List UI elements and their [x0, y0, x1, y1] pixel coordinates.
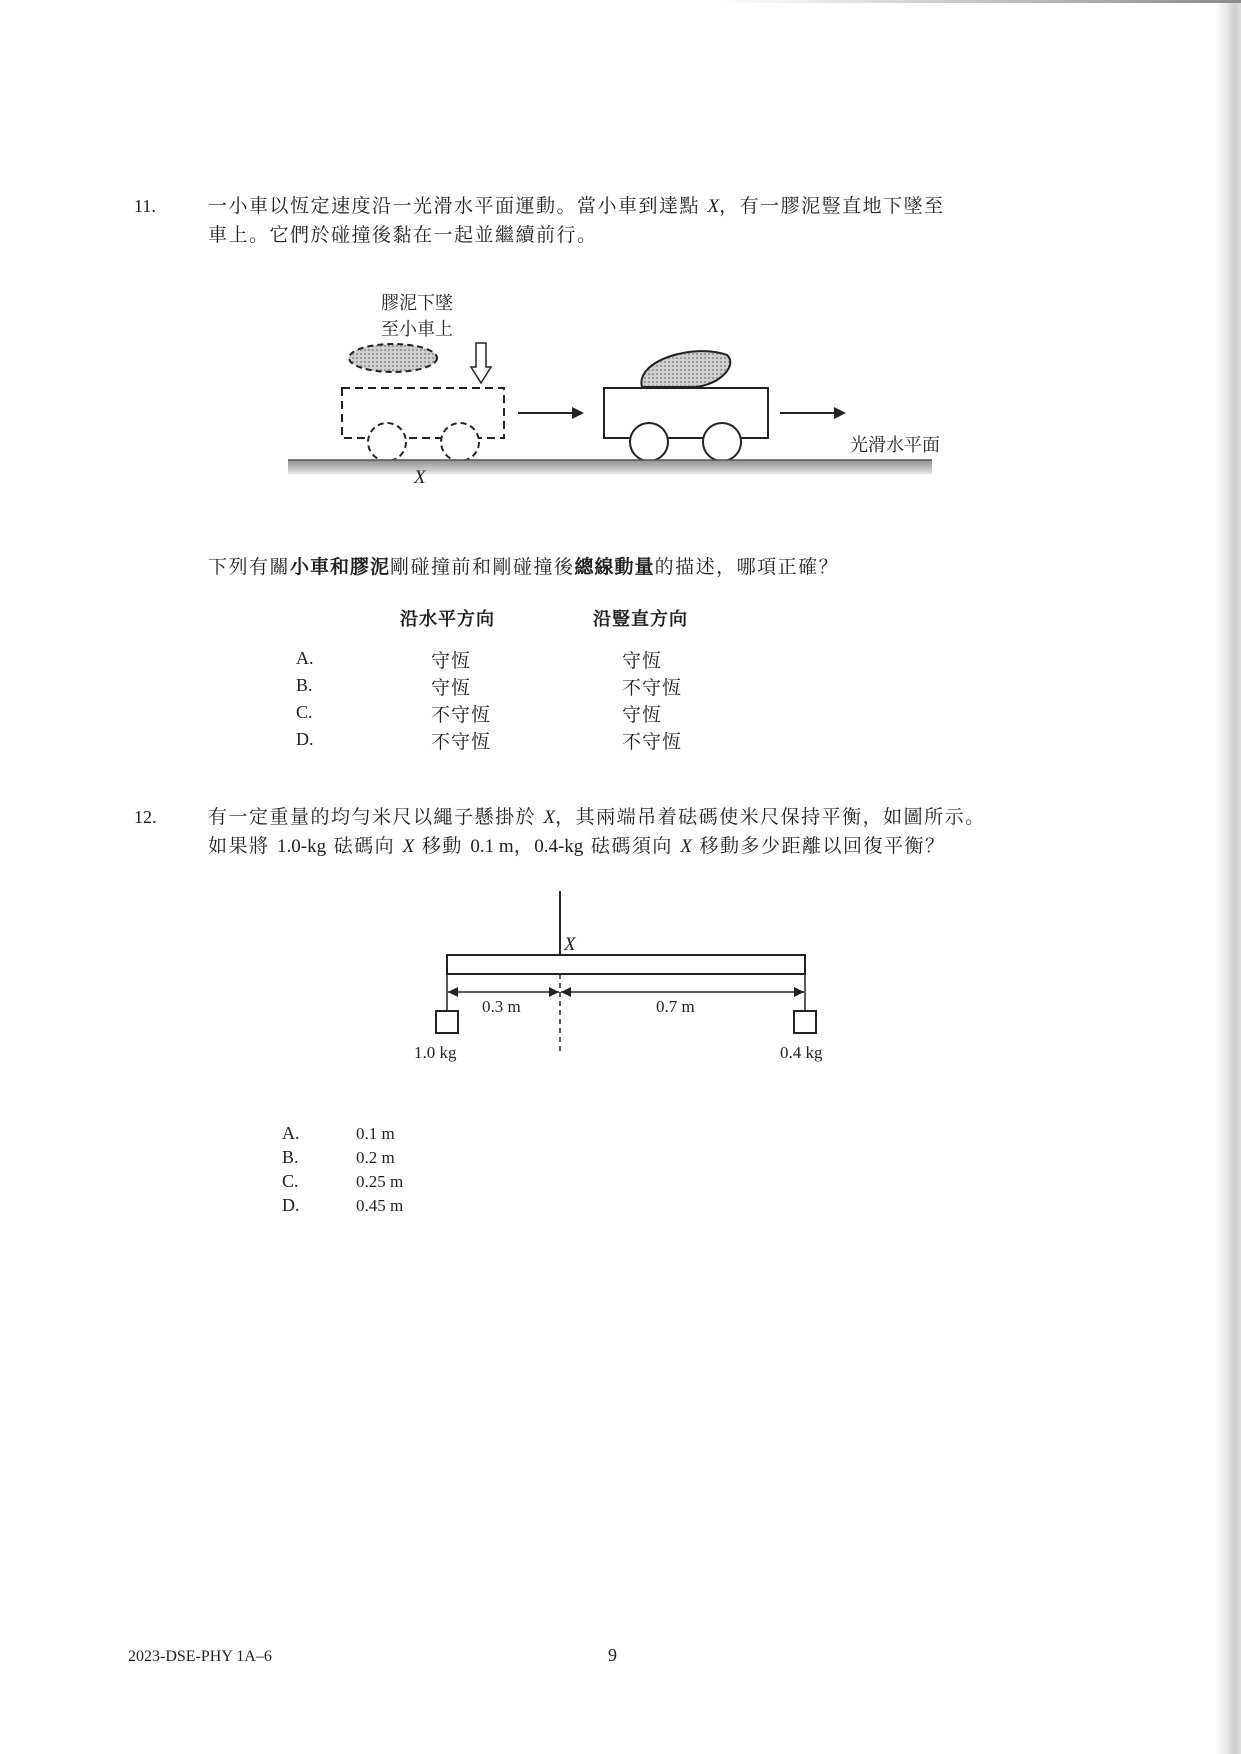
q12-stem-line1: 有一定重量的均勻米尺以繩子懸掛於 X，其兩端吊着砝碼使米尺保持平衡，如圖所示。	[208, 806, 986, 828]
dimension-arrowhead-icon	[549, 987, 559, 997]
falling-putty-dashed	[349, 344, 437, 372]
dimension-arrowhead-icon	[794, 987, 804, 997]
page-number: 9	[608, 1645, 617, 1665]
option-letter: A.	[296, 648, 314, 668]
right-mass-label: 0.4 kg	[780, 1043, 823, 1062]
surface-label: 光滑水平面	[850, 435, 940, 456]
option-horizontal: 守恆	[431, 650, 472, 672]
option-horizontal: 守恆	[431, 677, 472, 699]
velocity-arrowhead-before-icon	[572, 407, 584, 419]
metre-rule	[447, 955, 805, 974]
option-vertical: 不守恆	[622, 731, 683, 753]
option-value: 0.45 m	[356, 1196, 404, 1215]
putty-falling-arrow-icon	[471, 343, 491, 383]
q11-diagram	[280, 285, 980, 495]
option-vertical: 不守恆	[622, 677, 683, 699]
option-value: 0.2 m	[356, 1148, 395, 1167]
option-horizontal: 不守恆	[431, 731, 492, 753]
option-letter: D.	[282, 1195, 300, 1215]
left-mass-block	[436, 1011, 458, 1033]
option-letter: D.	[296, 729, 314, 749]
left-distance-label: 0.3 m	[482, 997, 521, 1016]
q12-number: 12.	[134, 807, 157, 827]
paper-code: 2023-DSE-PHY 1A–6	[128, 1648, 272, 1665]
cart-after	[604, 388, 768, 438]
putty-label-line1: 膠泥下墜	[381, 293, 453, 314]
scan-top-line	[720, 0, 1241, 3]
q12-stem-line2: 如果將 1.0-kg 砝碼向 X 移動 0.1 m，0.4-kg 砝碼須向 X 移動多少距離以回復平衡？	[208, 835, 946, 857]
option-letter: C.	[282, 1171, 299, 1191]
q11-stem	[208, 192, 1108, 249]
cart-after-wheel-left	[630, 423, 668, 461]
option-letter: A.	[282, 1123, 300, 1143]
cart-before-wheel-right	[441, 423, 479, 461]
option-horizontal: 不守恆	[431, 704, 492, 726]
point-x-label: X	[414, 467, 426, 488]
velocity-arrowhead-after-icon	[834, 407, 846, 419]
left-mass-label: 1.0 kg	[414, 1043, 457, 1062]
cart-before-dashed	[342, 388, 504, 438]
option-letter: B.	[282, 1147, 299, 1167]
q12-diagram	[400, 885, 860, 1075]
option-value: 0.1 m	[356, 1124, 395, 1143]
dimension-arrowhead-icon	[448, 987, 458, 997]
pivot-x-label: X	[564, 934, 576, 955]
right-mass-block	[794, 1011, 816, 1033]
putty-label-line2: 至小車上	[381, 319, 453, 340]
dimension-arrowhead-icon	[561, 987, 571, 997]
option-vertical: 守恆	[622, 650, 663, 672]
option-vertical: 守恆	[622, 704, 663, 726]
cart-before-wheel-left	[368, 423, 406, 461]
q12-stem	[208, 803, 1108, 861]
option-value: 0.25 m	[356, 1172, 404, 1191]
smooth-surface	[288, 460, 932, 474]
header-vertical: 沿豎直方向	[593, 609, 688, 630]
q11-number: 11.	[134, 196, 156, 216]
q11-question: 下列有關小車和膠泥剛碰撞前和剛碰撞後總線動量的描述，哪項正確？	[208, 556, 840, 578]
q11-stem-line1: 一小車以恆定速度沿一光滑水平面運動。當小車到達點 X，有一膠泥豎直地下墜至	[208, 195, 945, 217]
option-letter: C.	[296, 702, 313, 722]
cart-after-wheel-right	[703, 423, 741, 461]
putty-on-cart	[641, 351, 730, 387]
scan-shadow-edge	[1215, 0, 1241, 1754]
q11-stem-line2: 車上。它們於碰撞後黏在一起並繼續前行。	[208, 224, 598, 246]
right-distance-label: 0.7 m	[656, 997, 695, 1016]
header-horizontal: 沿水平方向	[400, 609, 495, 630]
option-letter: B.	[296, 675, 313, 695]
